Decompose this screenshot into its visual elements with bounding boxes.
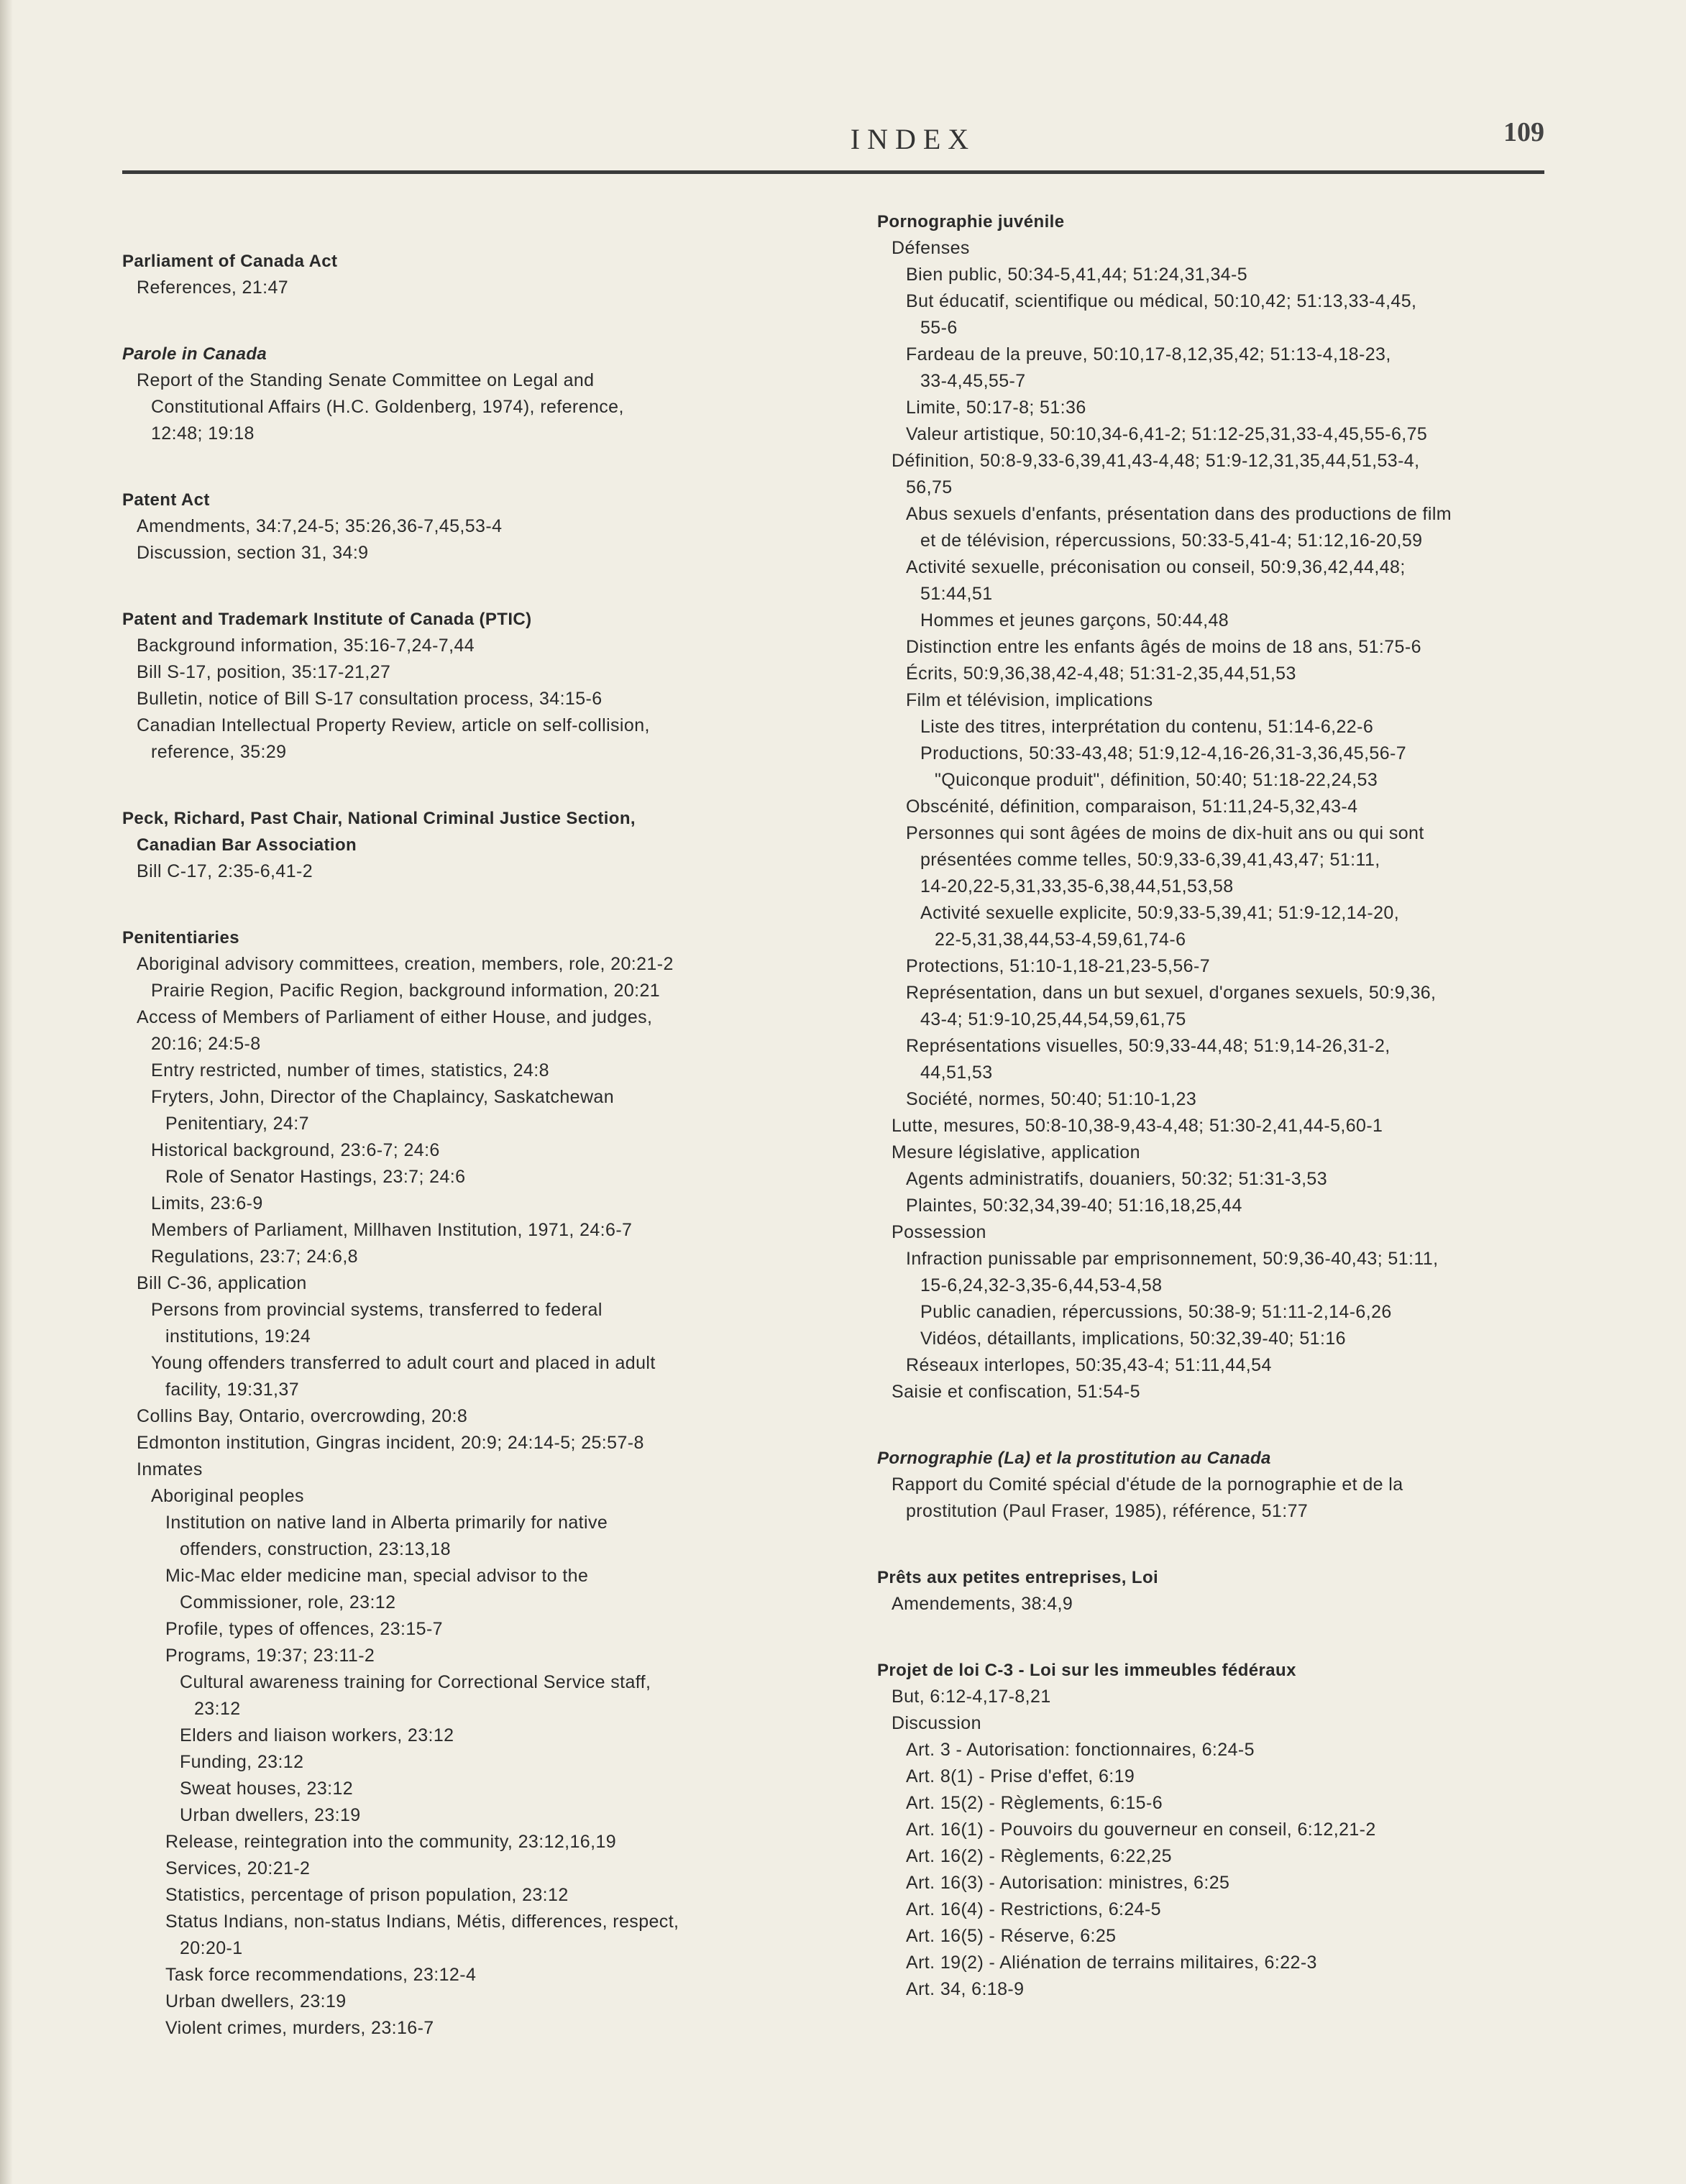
index-subentry: Art. 3 - Autorisation: fonctionnaires, 6:24-5 (906, 1740, 1255, 1760)
header-rule (122, 170, 1544, 174)
index-subentry: Release, reintegration into the community, 23:12,16,19 (165, 1832, 617, 1852)
index-subentry: Entry restricted, number of times, statistics, 24:8 (151, 1060, 549, 1080)
index-subentry: Art. 16(4) - Restrictions, 6:24-5 (906, 1899, 1161, 1919)
index-subentry: Saisie et confiscation, 51:54-5 (892, 1382, 1140, 1402)
index-subentry: Elders and liaison workers, 23:12 (180, 1725, 454, 1745)
index-heading: Projet de loi C-3 - Loi sur les immeubles fédéraux (877, 1661, 1296, 1680)
running-title: INDEX (850, 123, 976, 155)
index-subentry: Bien public, 50:34-5,41,44; 51:24,31,34-5 (906, 265, 1248, 285)
index-subentry: Agents administratifs, douaniers, 50:32; 51:31-3,53 (906, 1169, 1328, 1189)
index-subentry: 23:12 (194, 1699, 241, 1719)
index-subentry: Members of Parliament, Millhaven Institution, 1971, 24:6-7 (151, 1220, 633, 1240)
index-subentry: Activité sexuelle, préconisation ou conseil, 50:9,36,42,44,48; (906, 557, 1406, 577)
index-subentry: Programs, 19:37; 23:11-2 (165, 1646, 375, 1666)
index-subentry: Personnes qui sont âgées de moins de dix-huit ans ou qui sont (906, 823, 1424, 843)
index-column-left (122, 208, 841, 2042)
index-subentry: Vidéos, détaillants, implications, 50:32,39-40; 51:16 (920, 1329, 1346, 1349)
index-subentry: Obscénité, définition, comparaison, 51:11,24-5,32,43-4 (906, 797, 1358, 817)
index-subentry: Cultural awareness training for Correctional Service staff, (180, 1672, 651, 1692)
index-subentry: 33-4,45,55-7 (920, 371, 1026, 391)
index-subentry: Lutte, mesures, 50:8-10,38-9,43-4,48; 51:30-2,41,44-5,60-1 (892, 1116, 1383, 1136)
index-subentry: Urban dwellers, 23:19 (180, 1805, 361, 1825)
index-subentry: Rapport du Comité spécial d'étude de la pornographie et de la (892, 1474, 1403, 1495)
index-heading: Parliament of Canada Act (122, 252, 338, 271)
index-subentry: Représentation, dans un but sexuel, d'organes sexuels, 50:9,36, (906, 983, 1437, 1003)
index-subentry: References, 21:47 (137, 277, 289, 298)
index-subentry: Discussion (892, 1713, 981, 1733)
index-column-right (877, 208, 1582, 2003)
page-gutter-shadow (0, 0, 13, 2184)
entry-gap (122, 447, 841, 487)
index-subentry: Constitutional Affairs (H.C. Goldenberg, 1974), reference, (151, 397, 624, 417)
entry-gap (122, 766, 841, 805)
index-subentry: Bill S-17, position, 35:17-21,27 (137, 662, 391, 682)
index-subentry: Violent crimes, murders, 23:16-7 (165, 2018, 434, 2038)
index-subentry: Urban dwellers, 23:19 (165, 1991, 347, 2011)
index-subentry: Limits, 23:6-9 (151, 1193, 263, 1213)
index-subentry: Penitentiary, 24:7 (165, 1114, 309, 1134)
index-heading: Prêts aux petites entreprises, Loi (877, 1568, 1159, 1587)
index-subentry: Young offenders transferred to adult court and placed in adult (151, 1353, 656, 1373)
index-subentry: 51:44,51 (920, 584, 993, 604)
index-subentry: Mesure législative, application (892, 1142, 1140, 1162)
index-subentry: prostitution (Paul Fraser, 1985), référence, 51:77 (906, 1501, 1309, 1521)
index-heading: Pornographie (La) et la prostitution au Canada (877, 1449, 1271, 1468)
index-subentry: Productions, 50:33-43,48; 51:9,12-4,16-26,31-3,36,45,56-7 (920, 743, 1407, 763)
index-subentry: Historical background, 23:6-7; 24:6 (151, 1140, 440, 1160)
index-subentry: 12:48; 19:18 (151, 423, 255, 444)
entry-gap (877, 1525, 1582, 1564)
index-subentry: Bill C-17, 2:35-6,41-2 (137, 861, 313, 881)
index-subentry: Société, normes, 50:40; 51:10-1,23 (906, 1089, 1197, 1109)
index-subentry: Art. 16(3) - Autorisation: ministres, 6:25 (906, 1873, 1230, 1893)
index-subentry: 43-4; 51:9-10,25,44,54,59,61,75 (920, 1009, 1186, 1029)
index-subentry: But éducatif, scientifique ou médical, 50:10,42; 51:13,33-4,45, (906, 291, 1417, 311)
index-subentry: Collins Bay, Ontario, overcrowding, 20:8 (137, 1406, 468, 1426)
index-subentry: Distinction entre les enfants âgés de moins de 18 ans, 51:75-6 (906, 637, 1421, 657)
index-subentry: présentées comme telles, 50:9,33-6,39,41,43,47; 51:11, (920, 850, 1380, 870)
index-subentry: Services, 20:21-2 (165, 1858, 311, 1878)
index-heading: Patent and Trademark Institute of Canada (PTIC) (122, 610, 532, 629)
index-subentry: Report of the Standing Senate Committee on Legal and (137, 370, 595, 390)
index-subentry: Réseaux interlopes, 50:35,43-4; 51:11,44,54 (906, 1355, 1272, 1375)
index-subentry: reference, 35:29 (151, 742, 287, 762)
index-subentry: Regulations, 23:7; 24:6,8 (151, 1247, 358, 1267)
entry-gap (122, 566, 841, 606)
index-subentry: Valeur artistique, 50:10,34-6,41-2; 51:12-25,31,33-4,45,55-6,75 (906, 424, 1428, 444)
index-subentry: Limite, 50:17-8; 51:36 (906, 398, 1086, 418)
index-heading: Penitentiaries (122, 928, 239, 948)
index-subentry: Aboriginal peoples (151, 1486, 304, 1506)
index-subentry: 20:16; 24:5-8 (151, 1034, 261, 1054)
entry-gap (877, 1618, 1582, 1657)
index-subentry: Aboriginal advisory committees, creation, members, role, 20:21-2 (137, 954, 674, 974)
index-subentry: Fardeau de la preuve, 50:10,17-8,12,35,42; 51:13-4,18-23, (906, 344, 1391, 364)
index-subentry: Amendements, 38:4,9 (892, 1594, 1073, 1614)
index-subentry: Background information, 35:16-7,24-7,44 (137, 636, 475, 656)
index-subentry: Art. 15(2) - Règlements, 6:15-6 (906, 1793, 1163, 1813)
index-subentry: Protections, 51:10-1,18-21,23-5,56-7 (906, 956, 1210, 976)
index-subentry: Définition, 50:8-9,33-6,39,41,43-4,48; 51:9-12,31,35,44,51,53-4, (892, 451, 1420, 471)
index-subentry: 15-6,24,32-3,35-6,44,53-4,58 (920, 1275, 1163, 1295)
index-subentry: Film et télévision, implications (906, 690, 1153, 710)
index-subentry: Art. 8(1) - Prise d'effet, 6:19 (906, 1766, 1135, 1786)
index-heading: Patent Act (122, 490, 210, 510)
index-subentry: Status Indians, non-status Indians, Métis, differences, respect, (165, 1912, 679, 1932)
page-number: 109 (1503, 117, 1544, 147)
entry-gap (122, 885, 841, 924)
index-heading: Parole in Canada (122, 344, 267, 364)
index-heading: Canadian Bar Association (137, 835, 357, 855)
index-subentry: Statistics, percentage of prison population, 23:12 (165, 1885, 569, 1905)
index-subentry: But, 6:12-4,17-8,21 (892, 1687, 1051, 1707)
entry-gap (122, 301, 841, 341)
index-subentry: offenders, construction, 23:13,18 (180, 1539, 451, 1559)
index-subentry: Inmates (137, 1459, 203, 1479)
index-subentry: Persons from provincial systems, transferred to federal (151, 1300, 603, 1320)
index-subentry: Task force recommendations, 23:12-4 (165, 1965, 477, 1985)
index-subentry: Bulletin, notice of Bill S-17 consultation process, 34:15-6 (137, 689, 603, 709)
index-subentry: Représentations visuelles, 50:9,33-44,48; 51:9,14-26,31-2, (906, 1036, 1391, 1056)
index-subentry: Role of Senator Hastings, 23:7; 24:6 (165, 1167, 466, 1187)
entry-gap (877, 1405, 1582, 1445)
index-subentry: "Quiconque produit", définition, 50:40; 51:18-22,24,53 (935, 770, 1378, 790)
index-subentry: Abus sexuels d'enfants, présentation dans des productions de film (906, 504, 1452, 524)
index-subentry: Public canadien, répercussions, 50:38-9; 51:11-2,14-6,26 (920, 1302, 1392, 1322)
index-subentry: Hommes et jeunes garçons, 50:44,48 (920, 610, 1229, 630)
index-subentry: Profile, types of offences, 23:15-7 (165, 1619, 443, 1639)
index-subentry: Plaintes, 50:32,34,39-40; 51:16,18,25,44 (906, 1196, 1242, 1216)
index-subentry: Infraction punissable par emprisonnement, 50:9,36-40,43; 51:11, (906, 1249, 1439, 1269)
index-subentry: Discussion, section 31, 34:9 (137, 543, 369, 563)
index-subentry: 44,51,53 (920, 1063, 993, 1083)
index-subentry: Access of Members of Parliament of either House, and judges, (137, 1007, 653, 1027)
index-subentry: Edmonton institution, Gingras incident, 20:9; 24:14-5; 25:57-8 (137, 1433, 644, 1453)
index-subentry: et de télévision, répercussions, 50:33-5,41-4; 51:12,16-20,59 (920, 531, 1423, 551)
index-subentry: Écrits, 50:9,36,38,42-4,48; 51:31-2,35,44,51,53 (906, 664, 1296, 684)
index-subentry: Art. 16(2) - Règlements, 6:22,25 (906, 1846, 1172, 1866)
index-subentry: 20:20-1 (180, 1938, 243, 1958)
index-subentry: Possession (892, 1222, 986, 1242)
index-subentry: Canadian Intellectual Property Review, article on self-collision, (137, 715, 650, 735)
index-heading: Peck, Richard, Past Chair, National Criminal Justice Section, (122, 809, 636, 828)
index-subentry: Mic-Mac elder medicine man, special advisor to the (165, 1566, 589, 1586)
index-subentry: Art. 16(1) - Pouvoirs du gouverneur en conseil, 6:12,21-2 (906, 1820, 1376, 1840)
index-subentry: institutions, 19:24 (165, 1326, 311, 1346)
index-subentry: facility, 19:31,37 (165, 1380, 300, 1400)
index-subentry: 22-5,31,38,44,53-4,59,61,74-6 (935, 930, 1186, 950)
index-subentry: Sweat houses, 23:12 (180, 1779, 354, 1799)
index-heading: Pornographie juvénile (877, 212, 1065, 231)
index-subentry: Funding, 23:12 (180, 1752, 304, 1772)
index-subentry: 56,75 (906, 477, 953, 497)
index-subentry: Défenses (892, 238, 970, 258)
index-subentry: Prairie Region, Pacific Region, background information, 20:21 (151, 981, 661, 1001)
index-subentry: 55-6 (920, 318, 958, 338)
index-subentry: Amendments, 34:7,24-5; 35:26,36-7,45,53-4 (137, 516, 503, 536)
index-subentry: Art. 16(5) - Réserve, 6:25 (906, 1926, 1117, 1946)
index-subentry: Institution on native land in Alberta primarily for native (165, 1513, 608, 1533)
index-subentry: Liste des titres, interprétation du contenu, 51:14-6,22-6 (920, 717, 1374, 737)
index-subentry: Art. 34, 6:18-9 (906, 1979, 1025, 1999)
index-subentry: Art. 19(2) - Aliénation de terrains militaires, 6:22-3 (906, 1953, 1317, 1973)
index-subentry: Fryters, John, Director of the Chaplaincy, Saskatchewan (151, 1087, 615, 1107)
index-subentry: Bill C-36, application (137, 1273, 307, 1293)
page-header (122, 115, 1544, 173)
index-subentry: 14-20,22-5,31,33,35-6,38,44,51,53,58 (920, 876, 1234, 896)
index-subentry: Activité sexuelle explicite, 50:9,33-5,39,41; 51:9-12,14-20, (920, 903, 1400, 923)
entry-gap (122, 208, 841, 248)
index-subentry: Commissioner, role, 23:12 (180, 1592, 396, 1612)
